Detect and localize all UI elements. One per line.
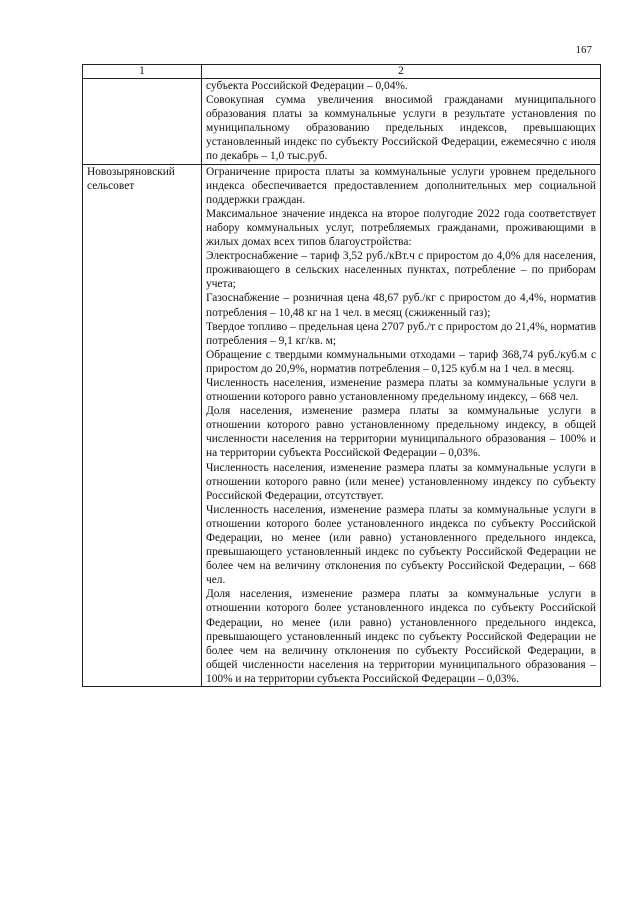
paragraph: Газоснабжение – розничная цена 48,67 руб./кг с приростом до 4,4%, норматив потребления – 10,48 кг на 1 чел. в месяц (сжиженный газ); [206,292,596,319]
paragraph: Доля населения, изменение размера платы за коммунальные услуги в отношении которого равно установленному предельному индексу, в общей численности населения на территории муниципального образования – 100% и на территории субъекта Российской Федерации – 0,03%. [206,405,596,460]
table-row [83,164,601,686]
paragraph: Обращение с твердыми коммунальными отходами – тариф 368,74 руб./куб.м с приростом до 20,9%, норматив потребления – 0,125 куб.м на 1 чел. в месяц. [206,348,596,375]
table-row [83,79,601,165]
description-cell [202,164,601,686]
paragraph: Численность населения, изменение размера платы за коммунальные услуги в отношении которого равно (или менее) установленному индексу по субъекту Российской Федерации, отсутствует. [206,461,596,502]
document-table [82,64,601,687]
paragraph: Доля населения, изменение размера платы за коммунальные услуги в отношении которого более установленного индекса по субъекту Российской Федерации, но менее (или равно) установленного предельного индекса, превышающего установленный индекс по субъекту Российской Федерации не более чем на величину отклонения по субъекту Российской Федерации, в общей численности населения на территории муниципального образования – 100% и на территории субъекта Российской Федерации – 0,03%. [206,588,596,685]
municipality-name-cell [83,79,202,165]
description-cell [202,79,601,165]
table-header-row [83,65,601,79]
paragraph: Максимальное значение индекса на второе полугодие 2022 года соответствует набору коммунальных услуг, потребляемых гражданами, проживающими в жилых домах всех типов благоустройства: [206,207,596,249]
paragraph: Ограничение прироста платы за коммунальные услуги уровнем предельного индекса обеспечивается предоставлением дополнительных мер социальной поддержки граждан. [206,165,596,206]
paragraph: Твердое топливо – предельная цена 2707 руб./т с приростом до 21,4%, норматив потребления – 9,1 кг/кв. м; [206,320,596,347]
page-number: 167 [575,44,592,56]
paragraph: Численность населения, изменение размера платы за коммунальные услуги в отношении которого более установленного индекса по субъекту Российской Федерации, но менее (или равно) установленного предельного индекса, превышающего установленный индекс по субъекту Российской Федерации не более чем на величину отклонения по субъекту Российской Федерации, – 668 чел. [206,503,596,587]
paragraph: Численность населения, изменение размера платы за коммунальные услуги в отношении которого равно установленному предельному индексу, – 668 чел. [206,376,596,404]
column-header-2: 2 [202,65,601,79]
paragraph: Электроснабжение – тариф 3,52 руб./кВт.ч с приростом до 4,0% для населения, проживающего в сельских населенных пунктах, потребление – по приборам учета; [206,250,596,291]
paragraph: субъекта Российской Федерации – 0,04%. [206,80,408,92]
paragraph: Совокупная сумма увеличения вносимой гражданами муниципального образования платы за коммунальные услуги в результате установления по муниципальному образованию предельных индексов, превышающих установленный индекс по субъекту Российской Федерации, ежемесячно с июля по декабрь – 1,0 тыс.руб. [206,94,596,163]
column-header-1: 1 [83,65,202,79]
municipality-name-cell: Новозыряновский сельсовет [83,164,202,686]
